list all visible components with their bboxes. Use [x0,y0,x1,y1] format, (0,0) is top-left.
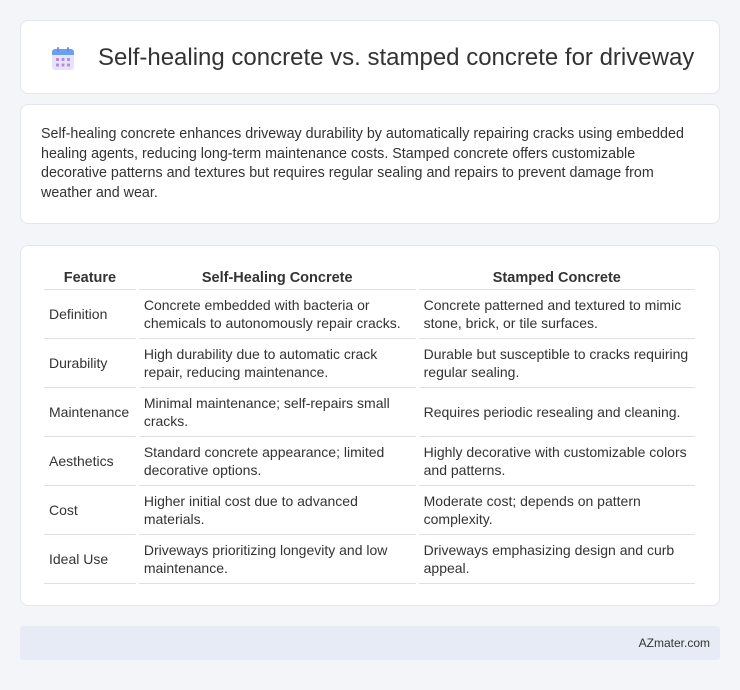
row-stamped: Concrete patterned and textured to mimic stone, brick, or tile surfaces. [419,290,695,339]
row-stamped: Driveways emphasizing design and curb appeal. [419,535,695,584]
footer-bar [20,626,720,660]
header-self-healing: Self-Healing Concrete [139,264,416,290]
row-self-healing: Concrete embedded with bacteria or chemicals to autonomously repair cracks. [139,290,416,339]
row-feature: Aesthetics [44,437,136,486]
table-row [44,437,695,486]
row-self-healing: Driveways prioritizing longevity and low maintenance. [139,535,416,584]
row-stamped: Moderate cost; depends on pattern complexity. [419,486,695,535]
row-feature: Durability [44,339,136,388]
row-feature: Definition [44,290,136,339]
header-stamped: Stamped Concrete [419,264,695,290]
row-feature: Ideal Use [44,535,136,584]
calendar-icon [51,47,75,71]
table-row [44,486,695,535]
table-row [44,339,695,388]
header-feature: Feature [44,264,136,290]
table-row [44,290,695,339]
row-self-healing: Minimal maintenance; self-repairs small cracks. [139,388,416,437]
row-self-healing: Standard concrete appearance; limited decorative options. [139,437,416,486]
summary-card [20,104,720,224]
row-self-healing: Higher initial cost due to advanced materials. [139,486,416,535]
table-header-row [44,264,695,290]
table-row [44,535,695,584]
comparison-card [20,245,720,606]
summary-paragraph: Self-healing concrete enhances driveway durability by automatically repairing cracks using embedded healing agents, reducing long-term maintenance costs. Stamped concrete offers customizable decorative patterns and textures but requires regular sealing and repairs to prevent damage from weather and wear. [41,126,684,201]
row-self-healing: High durability due to automatic crack repair, reducing maintenance. [139,339,416,388]
row-feature: Cost [44,486,136,535]
comparison-table [41,264,698,584]
footer-brand: AZmater.com [638,636,710,650]
row-stamped: Requires periodic resealing and cleaning. [419,388,695,437]
row-stamped: Durable but susceptible to cracks requiring regular sealing. [419,339,695,388]
row-feature: Maintenance [44,388,136,437]
row-stamped: Highly decorative with customizable colors and patterns. [419,437,695,486]
title-card [20,20,720,94]
page-title: Self-healing concrete vs. stamped concrete for driveway [98,44,695,71]
table-row [44,388,695,437]
